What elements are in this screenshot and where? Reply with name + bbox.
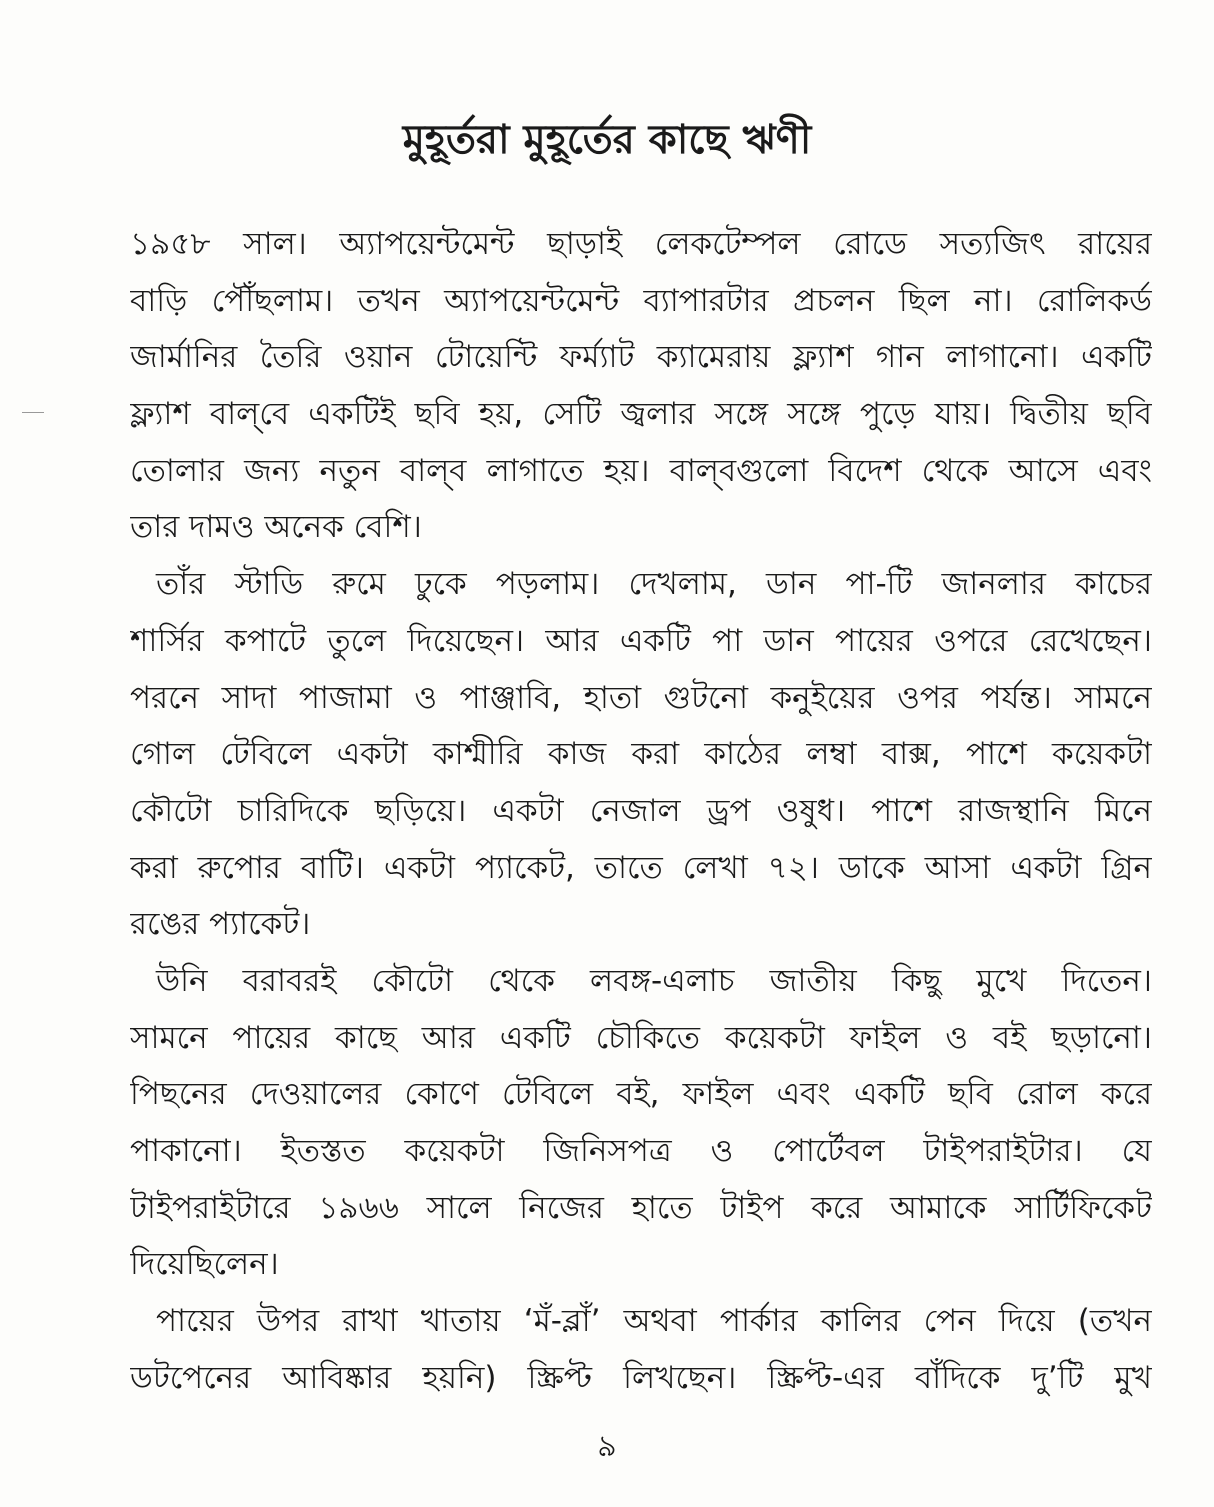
body-text — [130, 216, 1152, 1406]
text-line: পায়ের উপর রাখা খাতায় ‘মঁ-ব্লাঁ’ অথবা পার্কার কালির পেন দিয়ে (তখন — [156, 1303, 1152, 1340]
page-number: ৯ — [597, 1429, 617, 1464]
text-line: তার দামও অনেক বেশি। — [130, 509, 422, 546]
scan-mark — [22, 412, 44, 413]
text-line: বাড়ি পৌঁছলাম। তখন অ্যাপয়েন্টমেন্ট ব্যাপারটার প্রচলন ছিল না। রোলিকর্ড — [130, 282, 1152, 319]
paragraph — [130, 1293, 1152, 1406]
text-line: ফ্ল্যাশ বাল্‌বে একটিই ছবি হয়, সেটি জ্বলার সঙ্গে সঙ্গে পুড়ে যায়। দ্বিতীয় ছবি — [130, 396, 1152, 433]
text-line: রঙের প্যাকেট। — [130, 906, 311, 943]
text-line: তোলার জন্য নতুন বাল্‌ব লাগাতে হয়। বাল্‌বগুলো বিদেশ থেকে আসে এবং — [130, 452, 1152, 489]
text-line: করা রুপোর বাটি। একটা প্যাকেট, তাতে লেখা ৭২। ডাকে আসা একটা গ্রিন — [130, 849, 1152, 886]
text-line: তাঁর স্টাডি রুমে ঢুকে পড়লাম। দেখলাম, ডান পা-টি জানলার কাচের — [156, 566, 1152, 603]
paragraph — [130, 953, 1152, 1293]
text-line: পরনে সাদা পাজামা ও পাঞ্জাবি, হাতা গুটনো কনুইয়ের ওপর পর্যন্ত। সামনে — [130, 679, 1152, 716]
paragraph — [130, 216, 1152, 556]
text-line: দিয়েছিলেন। — [130, 1246, 279, 1283]
text-line: পাকানো। ইতস্তত কয়েকটা জিনিসপত্র ও পোর্টেবল টাইপরাইটার। যে — [130, 1133, 1152, 1170]
paragraph — [130, 556, 1152, 953]
chapter-title: মুহূর্তরা মুহূর্তের কাছে ঋণী — [402, 117, 812, 163]
text-line: জার্মানির তৈরি ওয়ান টোয়েন্টি ফর্ম্যাট ক্যামেরায় ফ্ল্যাশ গান লাগানো। একটি — [130, 339, 1152, 376]
text-line: গোল টেবিলে একটা কাশ্মীরি কাজ করা কাঠের লম্বা বাক্স, পাশে কয়েকটা — [130, 736, 1152, 773]
text-line: শার্সির কপাটে তুলে দিয়েছেন। আর একটি পা ডান পায়ের ওপরে রেখেছেন। — [130, 622, 1152, 659]
text-line: পিছনের দেওয়ালের কোণে টেবিলে বই, ফাইল এবং একটি ছবি রোল করে — [130, 1076, 1152, 1113]
text-line: কৌটো চারিদিকে ছড়িয়ে। একটা নেজাল ড্রপ ওষুধ। পাশে রাজস্থানি মিনে — [130, 792, 1152, 829]
text-line: সামনে পায়ের কাছে আর একটি চৌকিতে কয়েকটা ফাইল ও বই ছড়ানো। — [130, 1019, 1152, 1056]
text-line: উনি বরাবরই কৌটো থেকে লবঙ্গ-এলাচ জাতীয় কিছু মুখে দিতেন। — [156, 962, 1152, 999]
text-line: ১৯৫৮ সাল। অ্যাপয়েন্টমেন্ট ছাড়াই লেকটেম্পল রোডে সত্যজিৎ রায়ের — [130, 226, 1152, 262]
text-line: টাইপরাইটারে ১৯৬৬ সালে নিজের হাতে টাইপ করে আমাকে সার্টিফিকেট — [130, 1189, 1152, 1226]
text-line: ডটপেনের আবিষ্কার হয়নি) স্ক্রিপ্ট লিখছেন। স্ক্রিপ্ট-এর বাঁদিকে দু’টি মুখ — [130, 1359, 1152, 1396]
